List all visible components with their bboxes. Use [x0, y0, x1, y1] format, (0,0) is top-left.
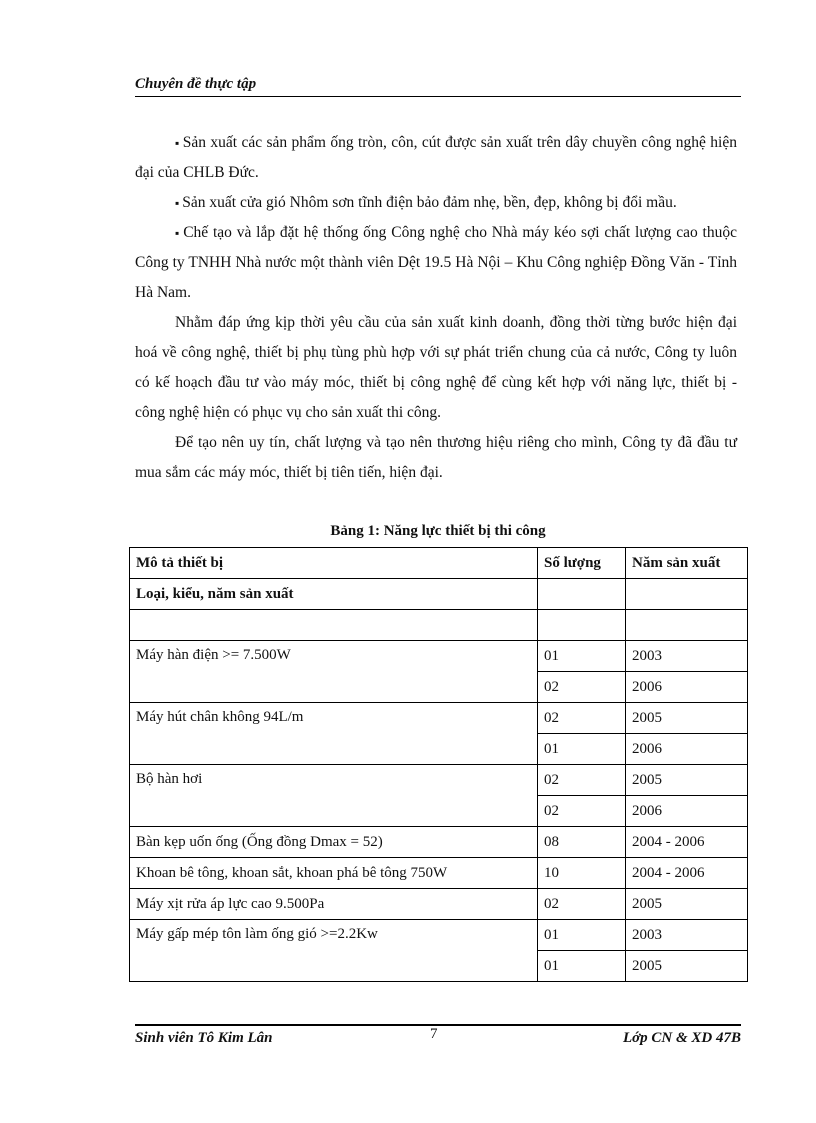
table-row: [130, 889, 748, 920]
quantity-cell: 02: [538, 765, 626, 796]
paragraph-bullet-3: ▪ Chế tạo và lắp đặt hệ thống ống Công nghệ cho Nhà máy kéo sợi chất lượng cao thuộc Công ty TNHH Nhà nước một thành viên Dệt 19.5 Hà Nội – Khu Công nghiệp Đồng Văn - Tỉnh Hà Nam.: [135, 218, 737, 308]
equipment-name: Máy hút chân không 94L/m: [130, 703, 538, 765]
year-cell: 2003: [626, 920, 748, 951]
paragraph-bullet-2: ▪ Sản xuất cửa gió Nhôm sơn tĩnh điện bảo đảm nhẹ, bền, đẹp, không bị đổi mầu.: [135, 188, 737, 218]
quantity-cell: 01: [538, 734, 626, 765]
footer-class: Lớp CN & XD 47B: [622, 1030, 741, 1046]
quantity-cell: 02: [538, 703, 626, 734]
header-description: Mô tả thiết bị: [130, 548, 538, 579]
subheader-cell: Loại, kiểu, năm sản xuất: [130, 579, 538, 610]
quantity-cell: 01: [538, 951, 626, 982]
equipment-name: Máy xịt rửa áp lực cao 9.500Pa: [130, 889, 538, 920]
table-cell: [626, 579, 748, 610]
table-row: [130, 641, 748, 672]
table-cell: [538, 610, 626, 641]
year-cell: 2006: [626, 796, 748, 827]
body-text: [135, 128, 737, 488]
equipment-name: Máy gấp mép tôn làm ống gió >=2.2Kw: [130, 920, 538, 982]
year-cell: 2004 - 2006: [626, 827, 748, 858]
paragraph-4: Nhằm đáp ứng kịp thời yêu cầu của sản xuất kinh doanh, đồng thời từng bước hiện đại hoá về công nghệ, thiết bị phụ tùng phù hợp với sự phát triển chung của cả nước, Công ty luôn có kế hoạch đầu tư vào máy móc, thiết bị công nghệ để cùng kết hợp với năng lực, thiết bị - công nghệ hiện có phục vụ cho sản xuất thi công.: [135, 314, 737, 421]
quantity-cell: 01: [538, 641, 626, 672]
quantity-cell: 08: [538, 827, 626, 858]
year-cell: 2005: [626, 703, 748, 734]
footer-student: Sinh viên Tô Kim Lân: [135, 1030, 273, 1046]
table-header-row: [130, 548, 748, 579]
table-row: [130, 610, 748, 641]
year-cell: 2005: [626, 889, 748, 920]
year-cell: 2003: [626, 641, 748, 672]
equipment-table: [129, 547, 748, 982]
quantity-cell: 02: [538, 889, 626, 920]
page-number: 7: [430, 1026, 438, 1042]
year-cell: 2004 - 2006: [626, 858, 748, 889]
header-year: Năm sản xuất: [626, 548, 748, 579]
table-row: [130, 765, 748, 796]
quantity-cell: 02: [538, 672, 626, 703]
header-rule: [135, 96, 741, 97]
equipment-name: Máy hàn điện >= 7.500W: [130, 641, 538, 703]
quantity-cell: 01: [538, 920, 626, 951]
table-cell: [626, 610, 748, 641]
footer-rule: [135, 1024, 741, 1026]
paragraph-5: Để tạo nên uy tín, chất lượng và tạo nên thương hiệu riêng cho mình, Công ty đã đầu tư mua sắm các máy móc, thiết bị tiên tiến, hiện đại.: [135, 434, 737, 481]
quantity-cell: 02: [538, 796, 626, 827]
page-header: Chuyên đề thực tập: [135, 76, 257, 92]
year-cell: 2005: [626, 765, 748, 796]
paragraph-bullet-1: ▪ Sản xuất các sản phẩm ống tròn, côn, cút được sản xuất trên dây chuyền công nghệ hiện đại của CHLB Đức.: [135, 128, 737, 188]
equipment-name: Bộ hàn hơi: [130, 765, 538, 827]
table-row: [130, 858, 748, 889]
table-caption: Bảng 1: Năng lực thiết bị thi công: [330, 523, 546, 539]
table-row: [130, 827, 748, 858]
table-row: [130, 920, 748, 951]
header-quantity: Số lượng: [538, 548, 626, 579]
year-cell: 2006: [626, 672, 748, 703]
table-cell: [130, 610, 538, 641]
equipment-name: Khoan bê tông, khoan sắt, khoan phá bê tông 750W: [130, 858, 538, 889]
equipment-name: Bàn kẹp uốn ống (Ống đồng Dmax = 52): [130, 827, 538, 858]
table-row: [130, 703, 748, 734]
table-subheader-row: [130, 579, 748, 610]
year-cell: 2006: [626, 734, 748, 765]
quantity-cell: 10: [538, 858, 626, 889]
table-cell: [538, 579, 626, 610]
year-cell: 2005: [626, 951, 748, 982]
